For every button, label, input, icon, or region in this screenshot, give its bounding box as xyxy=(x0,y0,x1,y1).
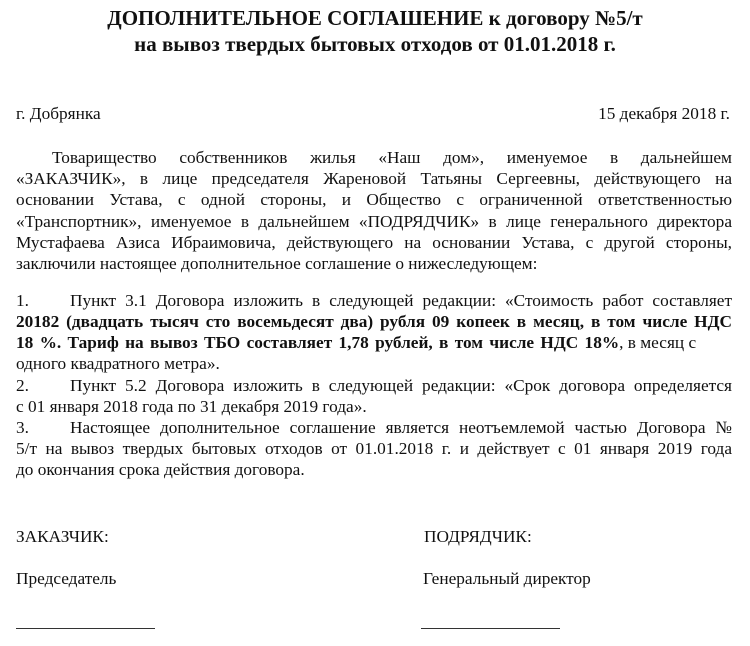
item-number: 3. xyxy=(16,418,29,437)
customer-label: ЗАКАЗЧИК: xyxy=(16,527,109,546)
item-number: 2. xyxy=(16,376,29,395)
city: г. Добрянка xyxy=(16,104,101,123)
item-text-line: одного квадратного метра». xyxy=(16,354,220,373)
document-title-line2: на вывоз твердых бытовых отходов от 01.01.2018 г. xyxy=(134,32,616,56)
document-date: 15 декабря 2018 г. xyxy=(598,104,730,123)
preamble-line: Мустафаева Азиса Ибраимовича, действующего на основании Устава, с другой стороны, xyxy=(16,233,732,252)
item-text-line: Пункт 5.2 Договора изложить в следующей редакции: «Срок договора определяется xyxy=(70,376,732,395)
item-number: 1. xyxy=(16,291,29,310)
preamble-line: заключили настоящее дополнительное соглашение о нижеследующем: xyxy=(16,254,538,273)
item-text-line: Пункт 3.1 Договора изложить в следующей редакции: «Стоимость работ составляет xyxy=(70,291,732,310)
item-text-line-bold: 20182 (двадцать тысяч сто восемьдесят два) рубля 09 копеек в месяц, в том числе НДС xyxy=(16,312,732,331)
item-text-line: Настоящее дополнительное соглашение является неотъемлемой частью Договора № xyxy=(70,418,732,437)
item-text-line: с 01 января 2018 года по 31 декабря 2019 года». xyxy=(16,397,367,416)
item-text-line-mixed xyxy=(16,332,732,353)
customer-signature-line xyxy=(16,628,155,629)
item-text-line: до окончания срока действия договора. xyxy=(16,460,305,479)
document-title-line1: ДОПОЛНИТЕЛЬНОЕ СОГЛАШЕНИЕ к договору №5/т xyxy=(107,6,643,30)
preamble-line: основании Устава, с одной стороны, и Общество с ограниченной ответственностью xyxy=(16,190,732,209)
tariff-bold-text: 18 %. Тариф на вывоз ТБО составляет 1,78 рублей, в том числе НДС 18% xyxy=(16,333,620,352)
contractor-position: Генеральный директор xyxy=(423,569,591,588)
contractor-signature-line xyxy=(421,628,560,629)
contractor-label: ПОДРЯДЧИК: xyxy=(424,527,532,546)
item-text-line: 5/т на вывоз твердых бытовых отходов от 01.01.2018 г. и действует с 01 января 2019 года xyxy=(16,439,732,458)
customer-position: Председатель xyxy=(16,569,117,588)
preamble-line: «Транспортник», именуемое в дальнейшем «ПОДРЯДЧИК» в лице генерального директора xyxy=(16,212,732,231)
item-text-rest: , в месяц с xyxy=(619,333,697,352)
preamble-line: Товарищество собственников жилья «Наш дом», именуемое в дальнейшем xyxy=(52,148,732,167)
preamble-line: «ЗАКАЗЧИК», в лице председателя Жареновой Татьяны Сергеевны, действующего на xyxy=(16,169,732,188)
